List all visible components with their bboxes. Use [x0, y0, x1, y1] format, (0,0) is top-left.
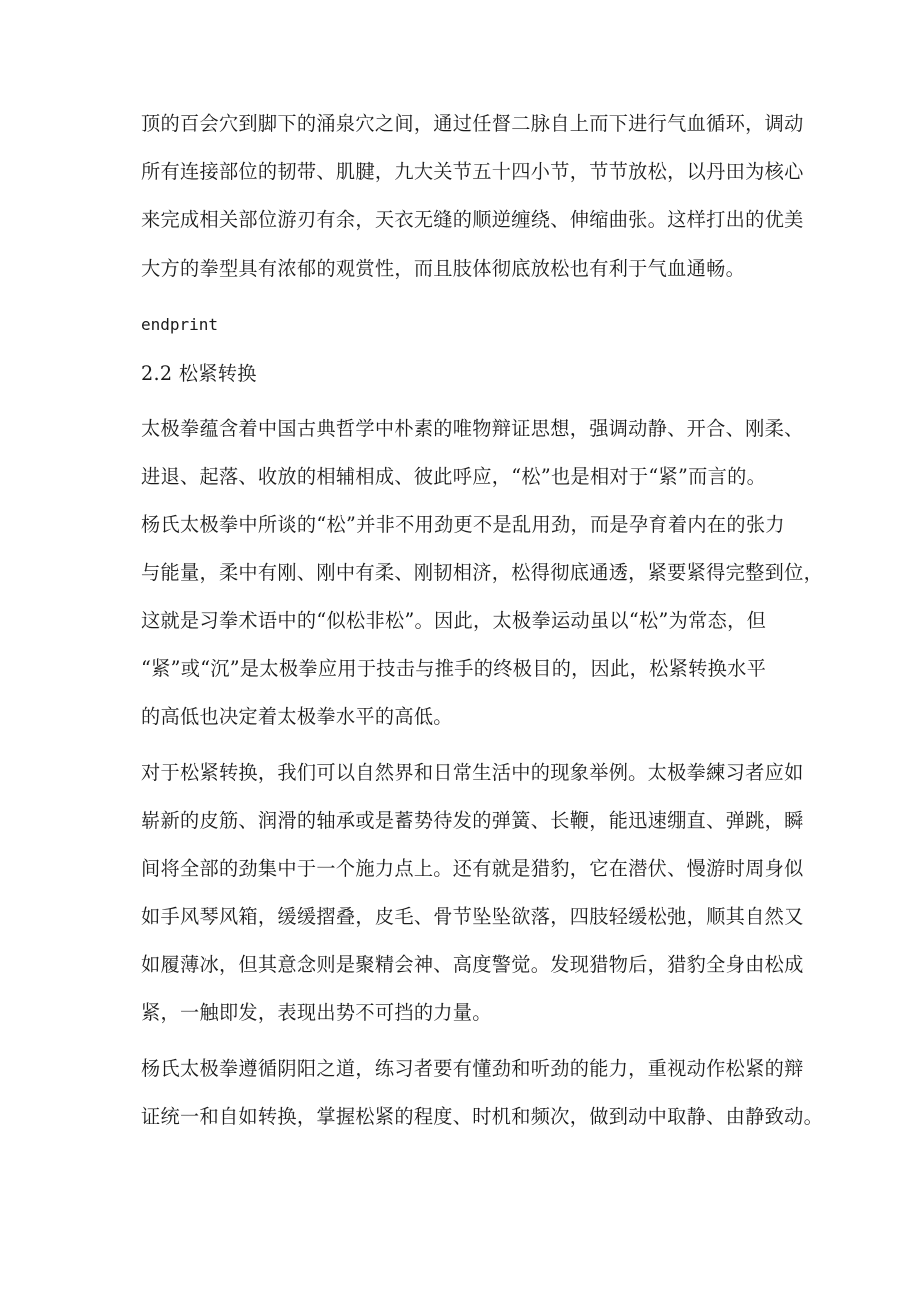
paragraph-3-line-4: 如手风琴风箱，缓缓摺叠，皮毛、骨节坠坠欲落，四肢轻缓松弛，顺其自然又 — [141, 905, 804, 928]
paragraph-1-line-4: 大方的拳型具有浓郁的观赏性，而且肢体彻底放松也有利于气血通畅。 — [141, 257, 746, 280]
paragraph-3-line-2: 崭新的皮筋、润滑的轴承或是蓄势待发的弹簧、长鞭，能迅速绷直、弹跳，瞬 — [141, 809, 804, 832]
endprint-marker: endprint — [141, 315, 219, 334]
paragraph-2-line-6: “紧”或“沉”是太极拳应用于技击与推手的终极目的，因此，松紧转换水平 — [141, 657, 767, 680]
paragraph-1-line-3: 来完成相关部位游刃有余，天衣无缝的顺逆缠绕、伸缩曲张。这样打出的优美 — [141, 208, 804, 231]
paragraph-2-line-3: 杨氏太极拳中所谈的“松”并非不用劲更不是乱用劲，而是孕育着内在的张力 — [141, 513, 785, 536]
section-heading: 2.2 松紧转换 — [141, 362, 257, 385]
paragraph-2-line-4: 与能量，柔中有刚、刚中有柔、刚韧相济，松得彻底通透，紧要紧得完整到位， — [141, 561, 824, 584]
paragraph-2-line-1: 太极拳蕴含着中国古典哲学中朴素的唯物辩证思想，强调动静、开合、刚柔、 — [141, 417, 804, 440]
paragraph-2-line-7: 的高低也决定着太极拳水平的高低。 — [141, 705, 453, 728]
paragraph-2-line-2: 进退、起落、收放的相辅相成、彼此呼应，“松”也是相对于“紧”而言的。 — [141, 465, 767, 488]
paragraph-2-line-5: 这就是习拳术语中的“似松非松”。因此，太极拳运动虽以“松”为常态，但 — [141, 609, 767, 632]
paragraph-1-line-2: 所有连接部位的韧带、肌腱，九大关节五十四小节，节节放松，以丹田为核心 — [141, 160, 804, 183]
paragraph-3-line-3: 间将全部的劲集中于一个施力点上。还有就是猎豹，它在潜伏、慢游时周身似 — [141, 857, 804, 880]
paragraph-3-line-1: 对于松紧转换，我们可以自然界和日常生活中的现象举例。太极拳練习者应如 — [141, 761, 804, 784]
paragraph-3-line-6: 紧，一触即发，表现出势不可挡的力量。 — [141, 1001, 492, 1024]
paragraph-4-line-2: 证统一和自如转换，掌握松紧的程度、时机和频次，做到动中取静、由静致动。 — [141, 1105, 824, 1128]
paragraph-4-line-1: 杨氏太极拳遵循阴阳之道，练习者要有懂劲和听劲的能力，重视动作松紧的辩 — [141, 1057, 804, 1080]
paragraph-3-line-5: 如履薄冰，但其意念则是聚精会神、高度警觉。发现猎物后，猎豹全身由松成 — [141, 953, 804, 976]
paragraph-1-line-1: 顶的百会穴到脚下的涌泉穴之间，通过任督二脉自上而下进行气血循环，调动 — [141, 112, 804, 135]
